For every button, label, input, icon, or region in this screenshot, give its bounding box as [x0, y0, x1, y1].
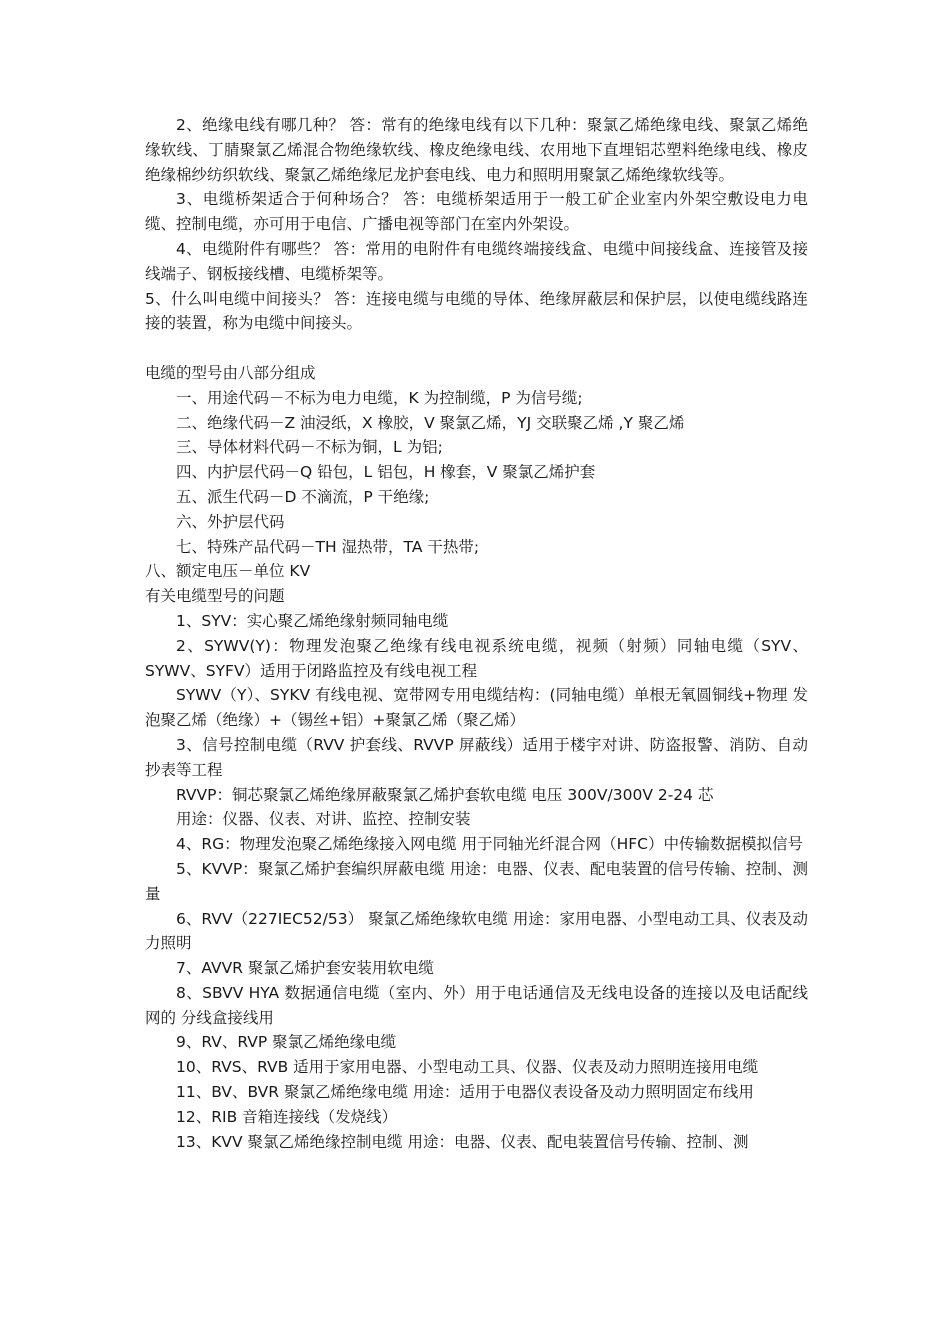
paragraph-gap — [145, 336, 808, 361]
model-part: 一、用途代码－不标为电力电缆，K 为控制缆，P 为信号缆; — [176, 388, 583, 407]
qa-item-2: 2、绝缘电线有哪几种？ 答：常有的绝缘电线有以下几种：聚氯乙烯绝缘电线、聚氯乙烯绝缘软线、丁腈聚氯乙烯混合物绝缘软线、橡皮绝缘电线、农用地下直埋铝芯塑料绝缘电线、橡皮绝缘棉纱纺织软线、聚氯乙烯绝缘尼龙护套电线、电力和照明用聚氯乙烯绝缘软线等。 — [145, 116, 808, 184]
model-section-title: 电缆的型号由八部分组成 — [145, 363, 316, 382]
model-part: 四、内护层代码－Q 铅包，L 铝包，H 橡套，V 聚氯乙烯护套 — [176, 463, 596, 482]
problem-item: 4、RG：物理发泡聚乙烯绝缘接入网电缆 用于同轴光纤混合网（HFC）中传输数据模拟信号 — [176, 835, 803, 854]
problems-section-title: 有关电缆型号的问题 — [145, 587, 285, 606]
model-part: 二、绝缘代码－Z 油浸纸，X 橡胶，V 聚氯乙烯，YJ 交联聚乙烯 ,Y 聚乙烯 — [176, 413, 685, 432]
qa-item-5: 5、什么叫电缆中间接头？ 答：连接电缆与电缆的导体、绝缘屏蔽层和保护层，以使电缆线路连接的装置，称为电缆中间接头。 — [145, 289, 808, 333]
model-part: 三、导体材料代码－不标为铜，L 为铝; — [176, 438, 443, 457]
model-part: 六、外护层代码 — [176, 512, 285, 531]
model-part: 七、特殊产品代码－TH 湿热带，TA 干热带; — [176, 537, 480, 556]
problem-item: 9、RV、RVP 聚氯乙烯绝缘电缆 — [176, 1033, 397, 1052]
problem-item: 2、SYWV(Y)：物理发泡聚乙绝缘有线电视系统电缆，视频（射频）同轴电缆（SYV、SYWV、SYFV）适用于闭路监控及有线电视工程 — [145, 636, 808, 680]
problem-item: 12、RIB 音箱连接线（发烧线） — [176, 1107, 398, 1126]
problem-item: 13、KVV 聚氯乙烯绝缘控制电缆 用途：电器、仪表、配电装置信号传输、控制、测 — [176, 1132, 749, 1151]
problem-item: 7、AVVR 聚氯乙烯护套安装用软电缆 — [176, 959, 434, 978]
problem-item: 8、SBVV HYA 数据通信电缆（室内、外）用于电话通信及无线电设备的连接以及电话配线网的 分线盒接线用 — [145, 983, 808, 1027]
model-part: 五、派生代码－D 不滴流，P 干绝缘; — [176, 487, 430, 506]
problem-item: SYWV（Y）、SYKV 有线电视、宽带网专用电缆结构：(同轴电缆）单根无氧圆铜线+物理 发泡聚乙烯（绝缘）+（锡丝+铝）+聚氯乙烯（聚乙烯） — [145, 686, 808, 730]
problem-item: RVVP：铜芯聚氯乙烯绝缘屏蔽聚氯乙烯护套软电缆 电压 300V/300V 2-24 芯 — [176, 785, 714, 804]
problem-item: 10、RVS、RVB 适用于家用电器、小型电动工具、仪器、仪表及动力照明连接用电缆 — [176, 1058, 759, 1077]
problem-item: 6、RVV（227IEC52/53） 聚氯乙烯绝缘软电缆 用途：家用电器、小型电动工具、仪表及动 力照明 — [145, 909, 808, 953]
problem-item: 5、KVVP：聚氯乙烯护套编织屏蔽电缆 用途：电器、仪表、配电装置的信号传输、控制、测量 — [145, 859, 808, 903]
document-page — [145, 113, 808, 1154]
qa-item-4: 4、电缆附件有哪些？ 答：常用的电附件有电缆终端接线盒、电缆中间接线盒、连接管及接线端子、钢板接线槽、电缆桥架等。 — [145, 239, 808, 283]
problem-item: 3、信号控制电缆（RVV 护套线、RVVP 屏蔽线）适用于楼宇对讲、防盗报警、消防、自动抄表等工程 — [145, 735, 808, 779]
model-part-8: 八、额定电压－单位 KV — [145, 562, 311, 581]
problem-item: 用途：仪器、仪表、对讲、监控、控制安装 — [176, 810, 471, 829]
qa-item-3: 3、电缆桥架适合于何种场合？ 答：电缆桥架适用于一般工矿企业室内外架空敷设电力电缆、控制电缆，亦可用于电信、广播电视等部门在室内外架设。 — [145, 190, 808, 234]
problem-item: 1、SYV：实心聚乙烯绝缘射频同轴电缆 — [176, 611, 449, 630]
problem-item: 11、BV、BVR 聚氯乙烯绝缘电缆 用途：适用于电器仪表设备及动力照明固定布线用 — [176, 1083, 754, 1102]
